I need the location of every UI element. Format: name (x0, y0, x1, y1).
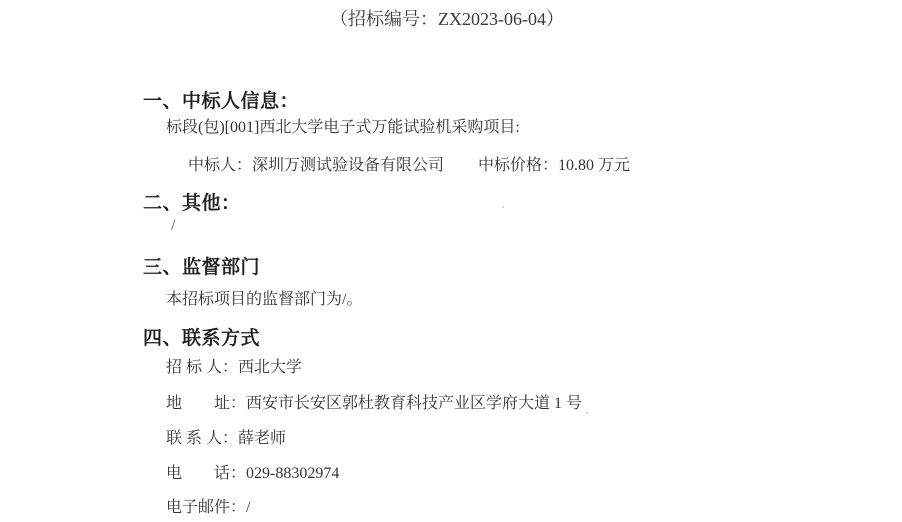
supervision-content: 本招标项目的监督部门为/。 (166, 291, 363, 308)
contact-label-email: 电子邮件： (166, 499, 247, 516)
section-heading-supervision: 三、监督部门 (143, 257, 261, 278)
scan-noise-speck (502, 206, 504, 208)
price-line (478, 156, 630, 175)
contact-row-person (166, 429, 286, 448)
contact-value-address: 西安市长安区郭杜教育科技产业区学府大道 1 号 (246, 395, 583, 412)
tender-reference: （招标编号：ZX2023-06-04） (330, 9, 564, 29)
lot-description: 标段(包)[001]西北大学电子式万能试验机采购项目: (166, 119, 520, 136)
winner-line (188, 156, 444, 175)
other-content: / (171, 217, 176, 234)
contact-label-tenderer: 招 标 人： (166, 359, 239, 376)
contact-label-phone: 电 话： (166, 465, 247, 482)
contact-row-phone (166, 464, 339, 483)
contact-row-email (166, 498, 250, 517)
scan-noise-speck (586, 412, 588, 414)
contact-value-tenderer: 西北大学 (238, 359, 303, 376)
winner-label: 中标人： (188, 157, 253, 174)
contact-label-person: 联 系 人： (166, 430, 239, 447)
price-label: 中标价格： (478, 157, 559, 174)
contact-label-address: 地 址： (166, 395, 247, 412)
contact-value-person: 薛老师 (238, 430, 287, 447)
winner-name: 深圳万测试验设备有限公司 (252, 157, 445, 174)
section-heading-winner-info: 一、中标人信息： (143, 91, 300, 112)
section-heading-contact: 四、联系方式 (143, 328, 261, 349)
price-value: 10.80 万元 (558, 157, 631, 174)
contact-row-address (166, 394, 582, 413)
contact-row-tenderer (166, 358, 302, 377)
contact-value-email: / (246, 499, 251, 516)
section-heading-other: 二、其他： (143, 193, 241, 214)
contact-value-phone: 029-88302974 (246, 465, 340, 482)
